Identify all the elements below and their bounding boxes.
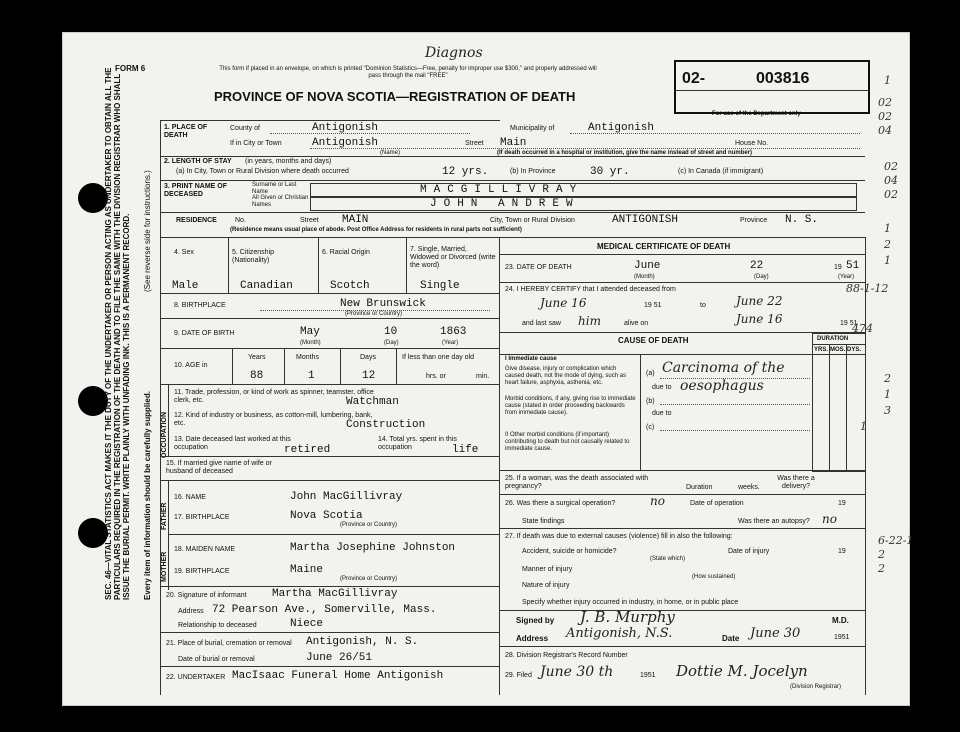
q25-label: 25. If a woman, was the death associated with pregnancy? [505,475,649,490]
certify-label: 24. I HEREBY CERTIFY that I attended deceased from [505,286,676,293]
immediate-hint: Give disease, injury or complication which caused death, not the mode of dying, such as heart failure, asphyxia, asthenia, etc. [505,366,627,386]
age-label: 10. AGE in [174,362,208,369]
dob-label: 9. DATE OF BIRTH [174,330,235,337]
specify-label: Specify whether injury occurred in industry, in home, or in public place [522,599,739,606]
father-prov-hint: (Province or Country) [340,522,398,528]
margin-code: 04 [884,174,898,187]
dod-label: 23. DATE OF DEATH [505,264,572,271]
margin-code: 2 [878,548,885,561]
margin-code: 88-1-12 [846,282,889,295]
op-year-prefix: 19 [838,500,846,507]
residence-province-label: Province [740,217,768,224]
signed-md: M.D. [832,616,849,625]
birthplace-label: 8. BIRTHPLACE [174,302,226,309]
margin-code: 1 [884,74,891,87]
cause-a-value: Carcinoma of the [662,360,785,376]
page-title: PROVINCE OF NOVA SCOTIA—REGISTRATION OF DEATH [214,89,576,104]
father-name-label: 16. NAME [174,494,206,501]
signed-address-value: Antigonish, N.S. [566,626,673,641]
given-value: JOHN ANDREW [430,198,580,210]
last-saw-value: him [578,314,601,328]
stay-a-label: (a) In City, Town or Rural Division where death occurred [176,168,349,175]
city-name-hint: (Name) [380,150,401,156]
mother-birthplace-label: 19. BIRTHPLACE [174,568,230,575]
duration-header: DURATION [817,336,849,342]
total-years-value: life [452,444,479,456]
residence-label: RESIDENCE [176,217,217,224]
morbid-label: Morbid conditions, if any, giving rise to immediate cause (stated in order proceeding backwards from immediate cause). [505,396,636,416]
certify-from-year: 19 51 [644,302,662,309]
dob-year-hint: (Year) [442,340,459,346]
q25-delivery: Was there a delivery? [777,475,815,490]
age-months-label: Months [296,354,319,361]
dod-year-hint: (Year) [838,274,855,280]
surname-hint: Surname or Last Name [252,182,297,195]
mother-name-value: Martha Josephine Johnston [290,542,456,554]
q25-duration: Duration [686,484,713,491]
certify-to: June 22 [736,294,783,308]
mother-prov-hint: (Province or Country) [340,576,398,582]
autopsy-label: Was there an autopsy? [738,518,810,525]
filed-label: 29. Filed [505,672,532,679]
signed-address-label: Address [516,634,549,643]
trade-label: 11. Trade, profession, or kind of work as spinner, teamster, office clerk, etc. [174,389,374,404]
informant-relation-value: Niece [290,618,324,630]
dob-day-hint: (Day) [384,340,399,346]
house-label: House No. [735,140,769,147]
stay-hint: (in years, months and days) [245,158,332,165]
mother-label: MOTHER [161,551,168,582]
side-note-reverse: (See reverse side for instructions.) [143,170,152,292]
how-sustained-hint: (How sustained) [692,574,736,580]
dod-day: 22 [750,260,764,272]
date-of-operation-label: Date of operation [690,500,744,507]
marital-value: Single [420,280,460,292]
mother-name-label: 18. MAIDEN NAME [174,546,236,553]
informant-address-value: 72 Pearson Ave., Somerville, Mass. [212,604,437,616]
trade-value: Watchman [346,396,399,408]
age-years-value: 88 [250,370,264,382]
age-lt-day-label: If less than one day old [402,354,474,361]
age-hrs: hrs. or [426,373,446,380]
county-value: Antigonish [312,122,379,134]
father-birthplace-label: 17. BIRTHPLACE [174,514,230,521]
margin-code: 474 [852,322,873,335]
father-birthplace-value: Nova Scotia [290,510,363,522]
undertaker-label: 22. UNDERTAKER [166,674,226,681]
citizenship-label: 5. Citizenship (Nationality) [232,249,275,264]
margin-code: 1 [884,222,891,235]
birthplace-value: New Brunswick [340,298,426,310]
cause-a-label: (a) [646,370,655,377]
father-name-value: John MacGillivray [290,491,403,503]
margin-code: 1 [860,420,867,433]
stay-b-value: 30 yr. [590,166,630,178]
age-days-label: Days [360,354,376,361]
margin-code: 02 [884,188,898,201]
registration-prefix: 02- [682,70,706,87]
state-which-hint: (State which) [650,556,686,562]
occupation-label: OCCUPATION [161,411,168,458]
nature-label: Nature of injury [522,582,570,589]
burial-place-value: Antigonish, N. S. [306,636,419,648]
alive-on-value: June 16 [736,312,783,326]
manner-label: Manner of injury [522,566,573,573]
last-saw-label: and last saw [522,320,561,327]
informant-sig-label: 20. Signature of informant [166,592,247,599]
certify-from: June 16 [540,296,587,310]
filed-year: 1951 [640,672,656,679]
cause-b-label: (b) [646,398,655,405]
q26-answer: no [650,494,665,508]
duration-dys: DYS. [847,347,862,353]
margin-code: 04 [878,124,892,137]
registration-number: 003816 [756,70,810,87]
duration-mos: MOS. [830,347,846,353]
form-number: FORM 6 [115,64,146,73]
signed-date-year: 1951 [834,634,850,641]
margin-code: 2 [884,238,891,251]
dod-year: 51 [846,260,860,272]
envelope-note: This form if placed in an envelope, on which is printed "Dominion Statistics—Free, penalty for improper use $300," and properly addressed will pass through the mail "FREE" [219,66,597,79]
municipality-label: Municipality of [510,125,555,132]
citizenship-value: Canadian [240,280,293,292]
margin-code: 02 [884,160,898,173]
residence-city-label: City, Town or Rural Division [490,217,575,224]
alive-on-label: alive on [624,320,649,327]
stay-c-label: (c) In Canada (if immigrant) [678,168,764,175]
registrar-signature: Dottie M. Jocelyn [676,662,808,680]
margin-code: 6-22-1 [878,534,914,547]
informant-sig-value: Martha MacGillivray [272,588,398,600]
father-label: FATHER [161,502,168,530]
street-value: Main [500,137,527,149]
dod-day-hint: (Day) [754,274,769,280]
name-label: 3. PRINT NAME OF DECEASED [164,183,228,198]
date-injury-label: Date of injury [728,548,770,555]
side-note-supply: Every item of information should be carefully supplied. [143,391,152,600]
street-label: Street [465,140,484,147]
duration-yrs: YRS. [814,347,829,353]
industry-value: Construction [346,419,426,431]
age-days-value: 12 [362,370,376,382]
age-months-value: 1 [308,370,315,382]
dob-year: 1863 [440,326,467,338]
residence-province-value: N. S. [785,214,819,226]
spouse-label: 15. If married give name of wife or husband of deceased [166,460,272,475]
informant-address-label: Address [178,608,204,615]
burial-place-label: 21. Place of burial, cremation or removal [166,640,292,647]
registrar-hint: (Division Registrar) [790,684,842,690]
birthplace-hint: (Province or Country) [345,311,403,317]
residence-note: (Residence means usual place of abode. Post Office Address for residents in rural parts not sufficient) [230,227,522,233]
side-note: SEC. 46—VITAL STATISTICS ACT MAKES IT THE DUTY OF THE UNDERTAKER OR PERSON ACTING AS UNDERTAKER TO OBTAIN ALL THE PARTICULARS REQUIRED IN THE REGISTRATION OF THE DEATH AND TO FILE THE SAME WITH THE DIVISION REGISTRAR WHO SHALL ISSUE THE BURIAL PERMIT. WRITE PLAINLY WITH UNFADING INK. THIS IS A PERMANENT RECORD. [104,67,131,600]
margin-code: 02 [878,96,892,109]
last-worked-value: retired [284,444,331,456]
age-min: min. [476,373,490,380]
alive-on-year: 19 51 [840,320,858,327]
mother-birthplace-value: Maine [290,564,324,576]
injury-year-prefix: 19 [838,548,846,555]
place-label: 1. PLACE OF DEATH [164,124,208,139]
margin-code: 1 [884,388,891,401]
q25-weeks: weeks. [738,484,760,491]
residence-no-label: No. [235,217,246,224]
racial-label: 6. Racial Origin [322,249,370,256]
hospital-note: (If death occurred in a hospital or institution, give the name instead of street and number) [497,150,753,156]
stay-a-value: 12 yrs. [442,166,489,178]
residence-city-value: ANTIGONISH [612,214,679,226]
due-to-b: due to [652,410,672,417]
state-findings-label: State findings [522,518,565,525]
residence-street-label: Street [300,217,319,224]
last-worked-label: 13. Date deceased last worked at this occupation [174,436,291,451]
dod-month-hint: (Month) [634,274,655,280]
top-annotation: Diagnos [425,45,483,61]
cause-c-label: (c) [646,424,655,431]
residence-street-value: MAIN [342,214,369,226]
reg-record-label: 28. Division Registrar's Record Number [505,652,628,659]
dob-month-hint: (Month) [300,340,321,346]
dob-month: May [300,326,320,338]
marital-label: 7. Single, Married, Widowed or Divorced (write the word) [410,246,496,269]
burial-date-label: Date of burial or removal [178,656,255,663]
sex-label: 4. Sex [174,249,194,256]
signed-date-label: Date [722,634,740,643]
department-use-note: For use of the Department only [712,111,801,117]
stay-b-label: (b) In Province [510,168,556,175]
due-to-a: due to [652,384,672,391]
accident-label: Accident, suicide or homicide? [522,548,617,555]
sex-value: Male [172,280,199,292]
city-value: Antigonish [312,137,379,149]
margin-code: 2 [878,562,885,575]
age-years-label: Years [248,354,266,361]
informant-relation-label: Relationship to deceased [178,622,257,629]
cause-header: CAUSE OF DEATH [618,336,689,345]
dod-year-prefix: 19 [834,264,842,271]
county-label: County of [230,125,260,132]
margin-code: 2 [884,372,891,385]
dob-day: 10 [384,326,398,338]
industry-label: 12. Kind of industry or business, as cotton-mill, lumbering, bank, etc. [174,412,373,427]
other-label: II Other morbid conditions (if important) contributing to death but not causally related to immediate cause. [505,432,630,452]
total-years-label: 14. Total yrs. spent in this occupation [378,436,457,451]
certify-to-label: to [700,302,706,309]
margin-code: 1 [884,254,891,267]
q26-label: 26. Was there a surgical operation? [505,500,616,507]
signed-value: J. B. Murphy [580,608,675,626]
immediate-label: I Immediate cause [505,356,557,362]
margin-code: 02 [878,110,892,123]
surname-value: MACGILLIVRAY [420,184,584,196]
medical-header: MEDICAL CERTIFICATE OF DEATH [597,242,731,251]
undertaker-value: MacIsaac Funeral Home Antigonish [232,670,444,682]
city-label: If in City or Town [230,140,282,147]
filed-value: June 30 th [540,664,614,680]
signed-date-value: June 30 [750,626,801,641]
margin-code: 3 [884,404,891,417]
given-hint: All Given or Christian Names [252,195,309,208]
cause-b-value: oesophagus [680,378,764,394]
stay-label: 2. LENGTH OF STAY [164,158,232,165]
racial-value: Scotch [330,280,370,292]
burial-date-value: June 26/51 [306,652,373,664]
registration-number-box [674,60,870,114]
signed-label: Signed by [516,616,555,625]
autopsy-answer: no [822,512,837,526]
dod-month: June [634,260,661,272]
municipality-value: Antigonish [588,122,655,134]
q27-label: 27. If death was due to external causes (violence) fill in also the following: [505,533,733,540]
